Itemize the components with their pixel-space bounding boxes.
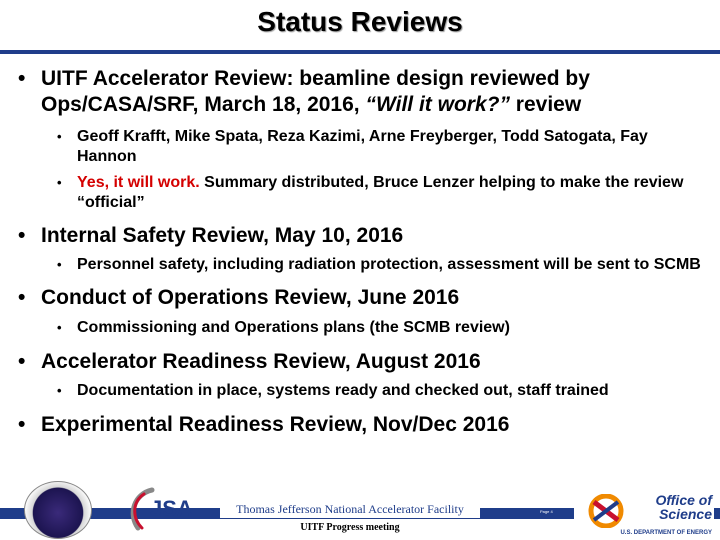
bullet-item [0,223,710,249]
sub-bullet-item [0,173,708,213]
sub-bullet-marker: • [57,129,62,144]
text-run: Experimental Readiness Review, Nov/Dec 2016 [41,413,510,436]
meeting-name: UITF Progress meeting [300,522,400,533]
doe-label: U.S. DEPARTMENT OF ENERGY [620,530,712,536]
sub-bullet-item [0,255,708,275]
bullet-item [0,349,710,375]
text-run: Geoff Krafft, Mike Spata, Reza Kazimi, Arne Freyberger, Todd Satogata, Fay Hannon [77,128,648,165]
bullet-item [0,412,710,438]
bullet-marker: • [18,286,26,309]
text-run: Conduct of Operations Review, June 2016 [41,286,460,309]
text-run: Accelerator Readiness Review, August 2016 [41,350,481,373]
title-divider [0,50,720,54]
sub-bullet-item [0,318,708,338]
sub-bullet-marker: • [57,175,62,190]
sub-bullet-marker: • [57,320,62,335]
text-run: Yes, it will work. [77,174,200,191]
bullet-item [0,285,710,311]
text-run: Summary distributed, Bruce Lenzer helping to make the review “official” [77,174,684,211]
text-run: Commissioning and Operations plans (the SCMB review) [77,319,510,336]
lab-name: Thomas Jefferson National Accelerator Facility [220,502,480,518]
text-run: Personnel safety, including radiation protection, assessment will be sent to SCMB [77,256,701,273]
text-run: UITF Accelerator Review: beamline design reviewed by Ops/CASA/SRF, March 18, 2016, [41,67,590,116]
doe-swirl-icon [584,494,628,528]
slide-body [0,66,720,438]
sub-bullet-marker: • [57,383,62,398]
bullet-marker: • [18,224,26,247]
oos-line2: Science [659,506,712,522]
bullet-marker: • [18,350,26,373]
bullet-marker: • [18,67,26,90]
text-run: Documentation in place, systems ready and checked out, staff trained [77,382,609,399]
text-run: review [509,93,582,116]
sub-bullet-item [0,381,708,401]
jsa-logo-text: JSA [150,496,193,521]
page-number: Page 4 [540,509,553,514]
text-run: “Will it work?” [365,93,510,116]
sub-bullet-marker: • [57,257,62,272]
sub-bullet-item [0,127,708,167]
office-of-science-wordmark [632,493,712,521]
slide-title: Status Reviews [257,6,463,37]
office-of-nuclear-physics-seal-icon [24,481,92,539]
jsa-logo-icon [124,484,204,538]
text-run: Internal Safety Review, May 10, 2016 [41,224,404,247]
bullet-marker: • [18,413,26,436]
oos-line1: Office of [655,492,712,508]
bullet-item [0,66,710,118]
